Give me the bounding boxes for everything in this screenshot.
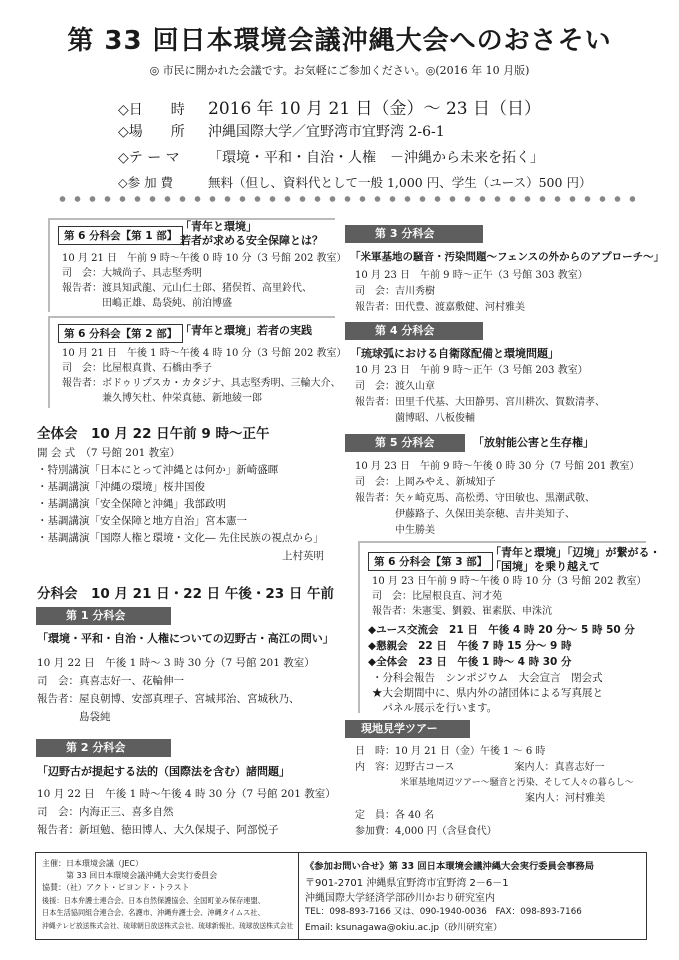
session-line: 報告者：ボドゥリプスカ・カタジナ、具志堅秀明、三輪大介、: [62, 378, 341, 389]
session-line: 司 会：渡久山章: [355, 381, 435, 392]
info-label: ◇日 時: [118, 102, 185, 118]
tour-line: 米軍基地周辺ツアー～騒音と汚染、そして人々の暮らし～: [355, 778, 634, 788]
tour-bar: 現地見学ツアー: [345, 720, 470, 738]
plenary-heading: 全体会 10 月 22 日午前 9 時～正午: [37, 426, 270, 442]
session-line: 報告者：矢ヶ崎克馬、高松勇、守田敏也、黒潮武敬、: [355, 493, 595, 504]
info-fee: [118, 173, 591, 191]
page-title: 第 33 回日本環境会議沖縄大会へのおさそい: [67, 26, 612, 56]
session-line: 10 月 21 日 午前 9 時～午後 0 時 10 分（3 号館 202 教室）: [62, 253, 347, 264]
subtitle: ◎ 市民に開かれた会議です。お気軽にご参加ください。◎(2016 年 10 月版): [149, 64, 530, 77]
contact-address: 〒901-2701 沖縄県宜野湾市宜野湾 2－6－1: [305, 878, 509, 889]
dot-divider: [55, 193, 635, 205]
info-value: 沖縄国際大学／宜野湾市宜野湾 2-6-1: [208, 124, 445, 140]
tour-line: 日 時：10 月 21 日（金）午後 1 ～ 6 時: [355, 746, 546, 757]
session-line: 司 会：比屋根良直、河才苑: [372, 591, 502, 602]
info-date: [118, 94, 541, 119]
session-2-title: 「辺野古が提起する法的（国際法を含む）諸問題」: [37, 765, 290, 778]
session-line: 報告者：田代豊、渡嘉敷健、河村雅美: [355, 302, 525, 313]
plenary-session: ◆全体会 23 日 午後 1 時～ 4 時 30 分: [368, 656, 572, 668]
session-line: 報告者：新垣勉、徳田博人、大久保規子、阿部悦子: [37, 824, 279, 836]
plenary-line: ・基調講演「国際人権と環境・文化― 先住民族の視点から」: [37, 532, 324, 544]
plenary-line: ・基調講演「沖縄の環境」桜井国俊: [37, 481, 205, 493]
session-6-part2-title: 「青年と環境」若者の実践: [180, 324, 312, 337]
session-line: 田嶋正雄、島袋純、前泊博盛: [62, 298, 232, 309]
contact-title: 《参加お問い合せ》第 33 回日本環境会議沖縄大会実行委員会事務局: [305, 861, 595, 872]
session-line: 司 会：内海正三、喜多自然: [37, 806, 174, 818]
closing-line: パネル展示を行います。: [372, 702, 498, 714]
session-line: 中生勝美: [355, 525, 435, 536]
session-line: 10 月 22 日 午後 1 時～ 3 時 30 分（7 号館 201 教室）: [37, 657, 315, 669]
youth-exchange-session: ◆ユース交流会 21 日 午後 4 時 20 分～ 5 時 50 分: [368, 624, 635, 636]
session-4-bar: 第 4 分科会: [345, 322, 483, 340]
footer-line: 日本生活協同組合連合会、名護市、沖縄弁護士会、沖縄タイムス社、: [42, 908, 265, 917]
session-line: 薗博昭、八板俊輔: [355, 413, 475, 424]
plenary-speaker: 上村英明: [282, 550, 324, 562]
footer: [35, 852, 647, 940]
info-venue: [118, 121, 445, 141]
session-line: 10 月 23 日 午前 9 時～正午（3 号館 203 教室）: [355, 365, 588, 376]
contact-phone: TEL：098-893-7166 又は、090-1940-0036 FAX：098-893-7166: [305, 907, 582, 917]
closing-line: ・分科会報告 シンポジウム 大会宣言 閉会式: [372, 672, 603, 684]
tour-line: 定 員：各 40 名: [355, 810, 435, 821]
session-line: 報告者：渡具知武龍、元山仁士郎、猪俣哲、高里鈴代、: [62, 283, 312, 294]
session-3-bar: 第 3 分科会: [345, 225, 483, 243]
contact-email: Email: ksunagawa@okiu.ac.jp（砂川研究室）: [305, 923, 503, 933]
session-line: 司 会：吉川秀樹: [355, 286, 435, 297]
footer-line: 協賛：（社）アクト・ビヨンド・トラスト: [42, 883, 190, 892]
session-line: 10 月 21 日 午後 1 時～午後 4 時 10 分（3 号館 202 教室）: [62, 348, 347, 359]
session-line: 司 会：比屋根真貴、石橋由季子: [62, 363, 212, 374]
session-1-title: 「環境・平和・自治・人権についての辺野古・高江の問い」: [37, 632, 334, 645]
info-label: ◇参 加 費: [118, 175, 174, 190]
session-5-bar: 第 5 分科会: [345, 434, 465, 452]
plenary-line: ・基調講演「安全保障と地方自治」宮本憲一: [37, 515, 247, 527]
footer-line: 後援：日本弁護士連合会、日本自然保護協会、全国町並み保存連盟、: [42, 896, 265, 905]
footer-line: 主催：日本環境会議（JEC）: [42, 859, 143, 868]
session-6-part1-tag: 第 6 分科会【第 1 部】: [58, 224, 183, 245]
tour-line: 内 容：辺野古コース 案内人：真喜志好一: [355, 762, 605, 773]
session-6-part1-title: 「青年と環境」 若者が求める安全保障とは？: [180, 220, 323, 247]
session-line: 報告者：田里千代基、大田静男、宮川耕次、賀数清孝、: [355, 397, 605, 408]
session-line: 報告者：朱憲雯、劉毅、崔素朕、申洙沆: [372, 606, 552, 617]
info-value: 2016 年 10 月 21 日（金）～ 23 日（日）: [208, 99, 541, 119]
session-1-bar: 第 1 分科会: [36, 607, 171, 625]
session-6-part3-tag: 第 6 分科会【第 3 部】: [368, 550, 493, 571]
plenary-line: ・基調講演「安全保障と沖縄」我部政明: [37, 498, 226, 510]
session-line: 兼久博矢杜、仲栄真徳、新地綾一郎: [62, 393, 262, 404]
session-line: 司 会：大城尚子、具志堅秀明: [62, 268, 202, 279]
info-value: 無料（但し、資料代として一般 1,000 円、学生（ユース）500 円）: [208, 175, 592, 190]
session-line: 10 月 23 日午前 9 時～午後 0 時 10 分（3 号館 202 教室）: [372, 576, 647, 587]
info-theme: [118, 147, 544, 167]
footer-contact: [299, 853, 646, 939]
session-4-title: 「琉球弧における自衛隊配備と環境問題」: [350, 347, 559, 360]
plenary-line: ・特別講演「日本にとって沖縄とは何か」新崎盛暉: [37, 464, 279, 476]
info-label: ◇テ ー マ: [118, 150, 180, 166]
session-5-title: 「放射能公害と生存権」: [473, 436, 594, 449]
tour-line: 案内人：河村雅美: [355, 793, 605, 804]
session-6-part2-tag: 第 6 分科会【第 2 部】: [58, 322, 183, 343]
session-line: 伊藤路子、久保田美奈穂、吉井美知子、: [355, 509, 575, 520]
tour-line: 参加費：4,000 円（含昼食代）: [355, 826, 497, 837]
closing-line: ★大会期間中に、県内外の諸団体による写真展と: [372, 687, 603, 699]
contact-office: 沖縄国際大学経済学部砂川かおり研究室内: [305, 893, 495, 904]
footer-organizers: [36, 853, 299, 939]
info-label: ◇場 所: [118, 124, 185, 140]
footer-line: 第 33 回日本環境会議沖縄大会実行委員会: [42, 871, 218, 880]
plenary-line: 開 会 式 （7 号館 201 教室）: [37, 447, 181, 459]
session-line: 司 会：真喜志好一、花輪伸一: [37, 675, 184, 687]
session-line: 10 月 23 日 午前 9 時～正午（3 号館 303 教室）: [355, 270, 588, 281]
session-line: 司 会：上岡みやえ、新城知子: [355, 477, 496, 488]
session-line: 10 月 23 日 午前 9 時～午後 0 時 30 分（7 号館 201 教室）: [355, 461, 640, 472]
session-line: 10 月 22 日 午後 1 時～午後 4 時 30 分（7 号館 201 教室）: [37, 788, 336, 800]
session-line: 報告者：屋良朝博、安部真理子、宮城邦治、宮城秋乃、: [37, 693, 300, 705]
footer-line: 沖縄テレビ放送株式会社、琉球朝日放送株式会社、琉球新報社、琉球放送株式会社: [42, 922, 294, 930]
session-line: 島袋純: [37, 711, 111, 723]
session-2-bar: 第 2 分科会: [36, 739, 171, 757]
session-6-part3-title: 「青年と環境」「辺境」が繋がる・ 「国境」を乗り越えて: [490, 546, 661, 573]
info-value: 「環境・平和・自治・人権 －沖縄から未来を拓く」: [208, 150, 544, 166]
bunkakai-heading: 分科会 10 月 21 日・22 日 午後・23 日 午前: [37, 586, 335, 602]
session-3-title: 「米軍基地の騒音・汚染問題～フェンスの外からのアプローチ～」: [350, 251, 665, 263]
reception-session: ◆懇親会 22 日 午後 7 時 15 分～ 9 時: [368, 640, 572, 652]
